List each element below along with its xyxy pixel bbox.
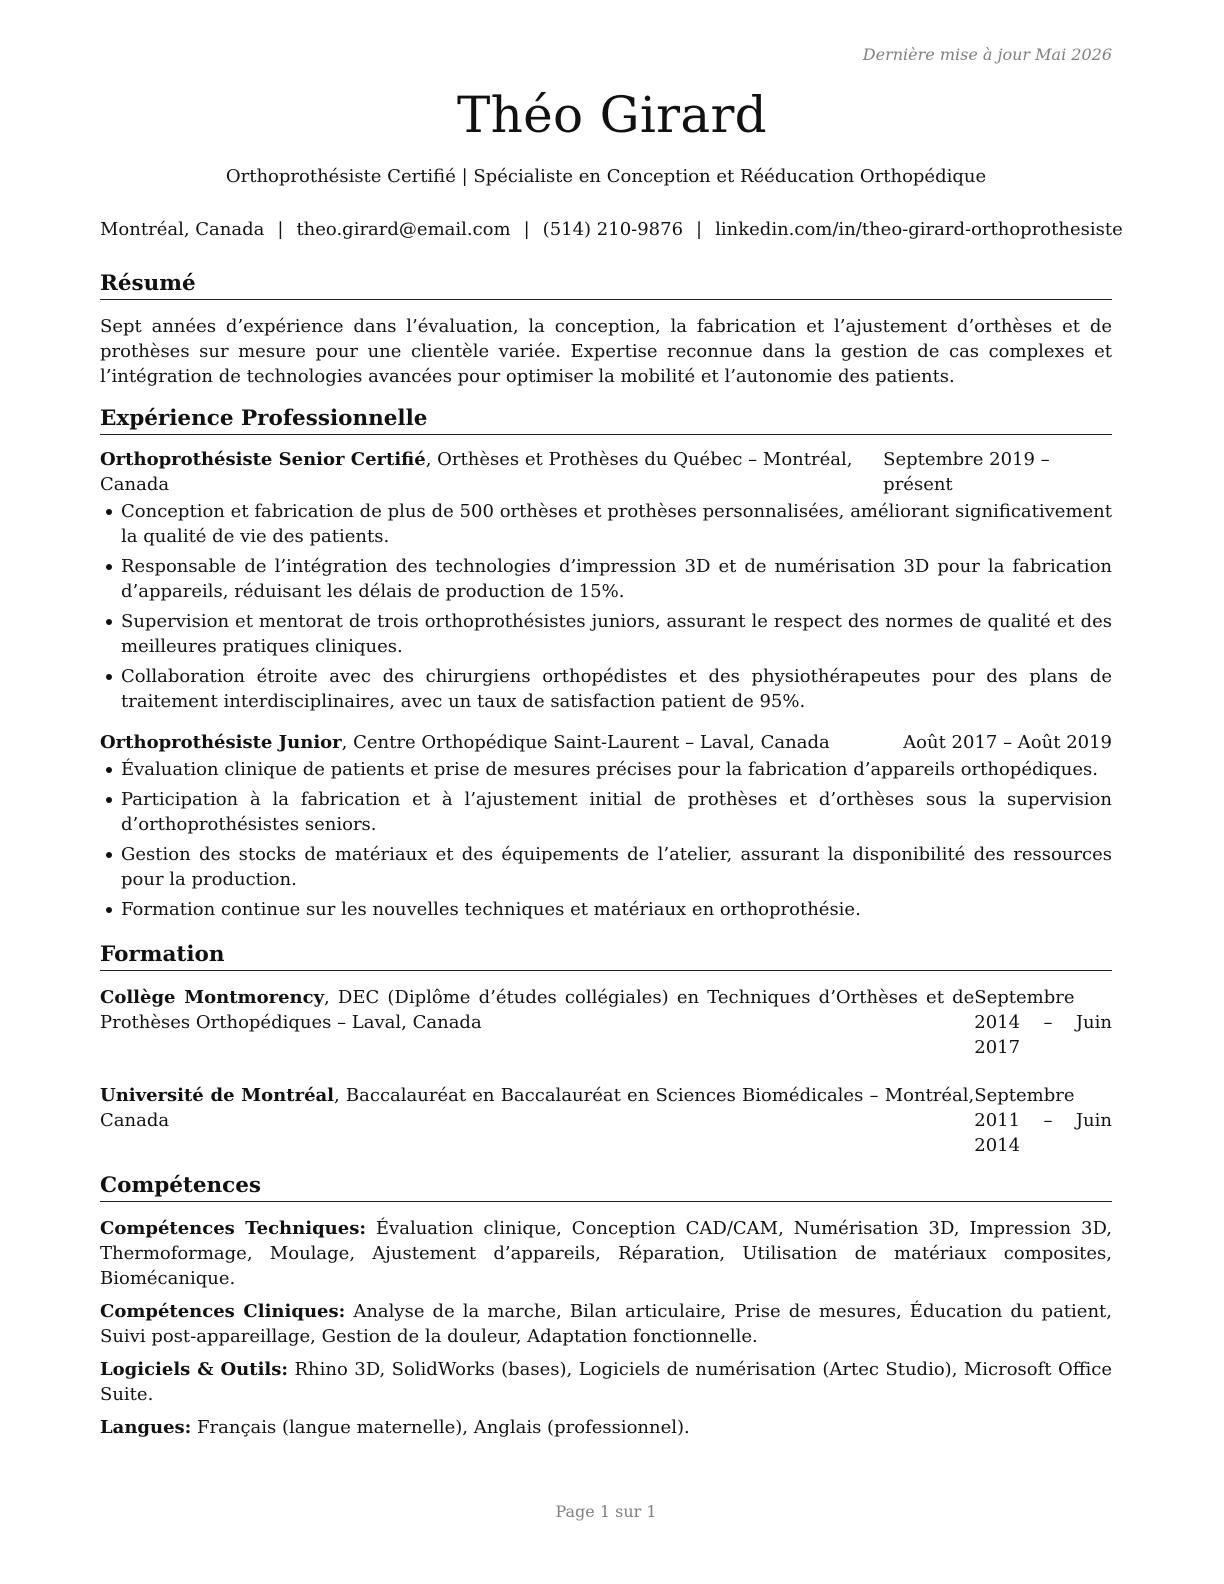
education-school: Collège Montmorency [100, 987, 325, 1008]
skill-group-text: Rhino 3D, SolidWorks (bases), Logiciels de numérisation (Artec Studio), Microsoft Office Suite. [100, 1359, 1112, 1405]
contact-phone[interactable]: (514) 210-9876 [542, 219, 684, 240]
list-item: Gestion des stocks de matériaux et des équipements de l’atelier, assurant la disponibilité des ressources pour la production. [100, 842, 1112, 892]
skill-group [100, 1216, 1112, 1291]
job-bullets [100, 757, 1112, 922]
skill-group-text: Analyse de la marche, Bilan articulaire, Prise de mesures, Éducation du patient, Suivi post-appareillage, Gestion de la douleur, Adaptation fonctionnelle. [100, 1301, 1112, 1347]
education-detail: , Baccalauréat en Baccalauréat en Sciences Biomédicales – Montréal, Canada [100, 1085, 975, 1131]
list-item: Participation à la fabrication et à l’ajustement initial de prothèses et d’orthèses sous la supervision d’orthoprothésistes seniors. [100, 787, 1112, 837]
list-item: Formation continue sur les nouvelles techniques et matériaux en orthoprothésie. [100, 897, 1112, 922]
job-header [100, 730, 1112, 755]
skill-group-label: Logiciels & Outils: [100, 1359, 289, 1380]
job-organization: , Centre Orthopédique Saint-Laurent – Laval, Canada [341, 732, 830, 753]
skill-group-label: Langues: [100, 1417, 192, 1438]
contact-linkedin[interactable]: linkedin.com/in/theo-girard-orthoprothesiste [715, 219, 1123, 240]
contact-line [100, 219, 1123, 240]
skill-group-label: Compétences Cliniques: [100, 1301, 346, 1322]
job-dates: Août 2017 – Août 2019 [903, 732, 1112, 753]
candidate-subtitle: Orthoprothésiste Certifié | Spécialiste en Conception et Rééducation Orthopédique [225, 166, 987, 187]
job-title-line [100, 730, 830, 755]
skill-group-text: Français (langue maternelle), Anglais (professionnel). [191, 1417, 690, 1438]
education-dates: Septembre 2014 – Juin 2017 [974, 987, 1112, 1058]
job-entry [100, 447, 1112, 714]
job-header [100, 447, 1112, 497]
skill-group [100, 1299, 1112, 1349]
page-number: Page 1 sur 1 [555, 1502, 657, 1521]
education-entry [100, 1083, 1112, 1158]
list-item: Évaluation clinique de patients et prise de mesures précises pour la fabrication d’appareils orthopédiques. [100, 757, 1112, 782]
summary-text: Sept années d’expérience dans l’évaluation, la conception, la fabrication et l’ajustement d’orthèses et de prothèses sur mesure pour une clientèle variée. Expertise reconnue dans la gestion de cas complexes et l’intégration de technologies avancées pour optimiser la mobilité et l’autonomie des patients. [100, 316, 1112, 387]
job-bullets [100, 499, 1112, 714]
contact-separator: | [696, 219, 703, 240]
resume-content [100, 270, 1112, 1440]
job-entry [100, 730, 1112, 922]
education-entry [100, 985, 1112, 1060]
education-school: Université de Montréal [100, 1085, 335, 1106]
contact-separator: | [523, 219, 530, 240]
job-title-line [100, 447, 883, 497]
contact-location: Montréal, Canada [100, 219, 265, 240]
candidate-name: Théo Girard [457, 86, 767, 144]
skill-group [100, 1415, 1112, 1440]
section-title-experience: Expérience Professionnelle [100, 405, 1112, 435]
list-item: Collaboration étroite avec des chirurgiens orthopédistes et des physiothérapeutes pour des plans de traitement interdisciplinaires, avec un taux de satisfaction patient de 95%. [100, 664, 1112, 714]
job-role: Orthoprothésiste Senior Certifié [100, 449, 426, 470]
job-role: Orthoprothésiste Junior [100, 732, 342, 753]
list-item: Responsable de l’intégration des technologies d’impression 3D et de numérisation 3D pour la fabrication d’appareils, réduisant les délais de production de 15%. [100, 554, 1112, 604]
skill-group-text: Évaluation clinique, Conception CAD/CAM, Numérisation 3D, Impression 3D, Thermoformage, Moulage, Ajustement d’appareils, Réparation, Utilisation de matériaux composites, Biomécanique. [100, 1218, 1112, 1289]
contact-email[interactable]: theo.girard@email.com [296, 219, 511, 240]
skill-group-label: Compétences Techniques: [100, 1218, 366, 1239]
education-detail: , DEC (Diplôme d’études collégiales) en Techniques d’Orthèses et de Prothèses Orthopédiques – Laval, Canada [100, 987, 975, 1033]
last-updated: Dernière mise à jour Mai 2026 [862, 45, 1112, 64]
skill-group [100, 1357, 1112, 1407]
section-title-skills: Compétences [100, 1172, 1112, 1202]
list-item: Conception et fabrication de plus de 500 orthèses et prothèses personnalisées, améliorant significativement la qualité de vie des patients. [100, 499, 1112, 549]
section-title-education: Formation [100, 941, 1112, 971]
section-title-summary: Résumé [100, 270, 1112, 300]
job-organization: , Orthèses et Prothèses du Québec – Montréal, Canada [100, 449, 853, 495]
education-dates: Septembre 2011 – Juin 2014 [974, 1085, 1112, 1156]
skills-list [100, 1216, 1112, 1440]
list-item: Supervision et mentorat de trois orthoprothésistes juniors, assurant le respect des normes de qualité et des meilleures pratiques cliniques. [100, 609, 1112, 659]
job-dates: Septembre 2019 – présent [883, 449, 1050, 495]
contact-separator: | [277, 219, 284, 240]
